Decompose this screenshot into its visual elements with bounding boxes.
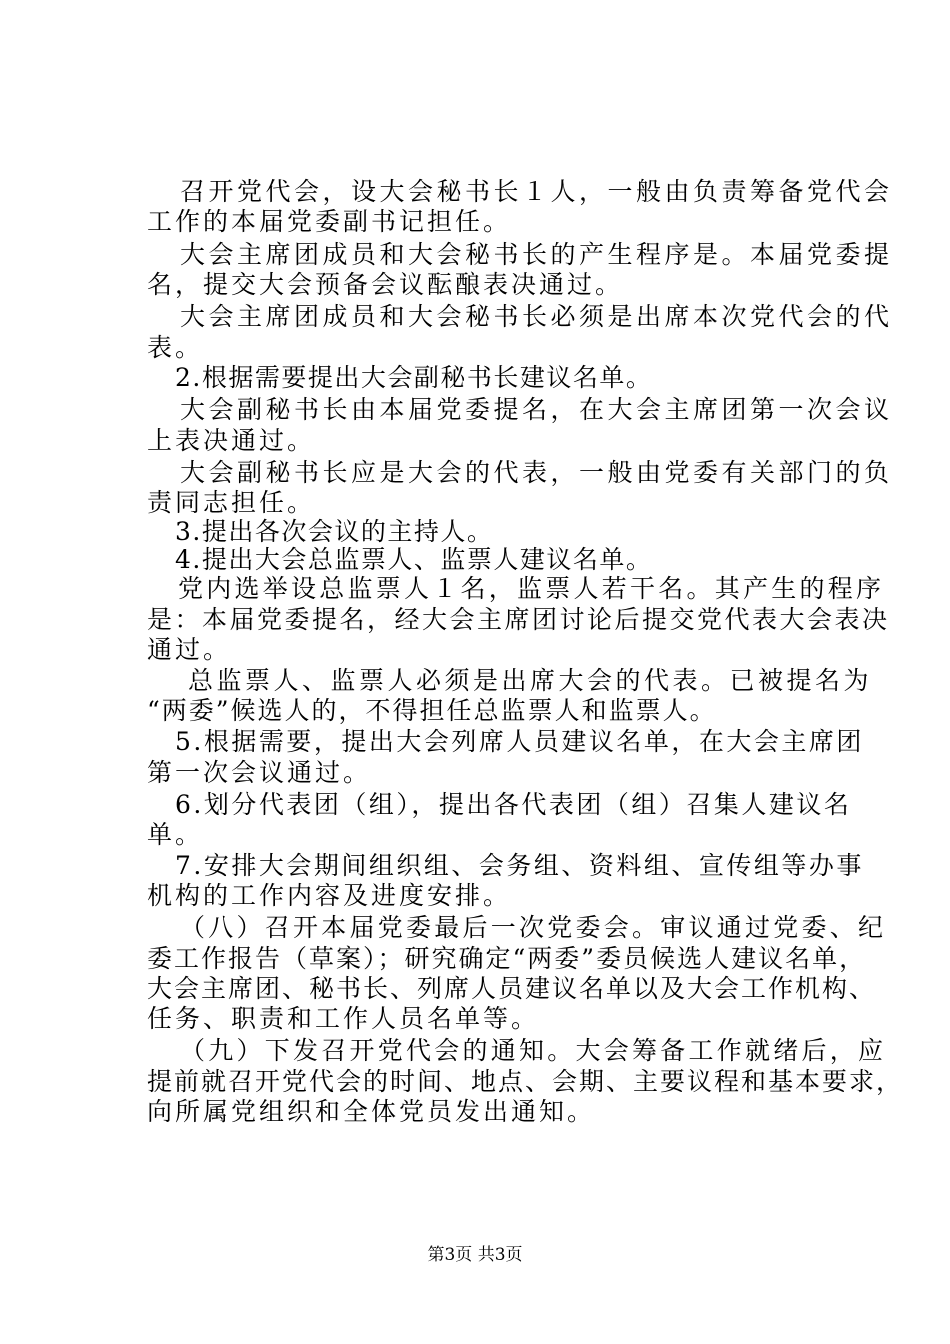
text-line: 大会主席团成员和大会秘书长的产生程序是。本届党委提 [180, 240, 893, 269]
text-line: 第一次会议通过。 [147, 758, 372, 787]
text-line: 4.提出大会总监票人、监票人建议名单。 [175, 545, 653, 574]
text-line: 大会副秘书长由本届党委提名，在大会主席团第一次会议 [180, 395, 893, 424]
text-line: 通过。 [147, 635, 232, 664]
text-line: 总监票人、监票人必须是出席大会的代表。已被提名为 [188, 666, 873, 695]
text-line: 提前就召开党代会的时间、地点、会期、主要议程和基本要求， [147, 1067, 904, 1096]
text-line: 大会副秘书长应是大会的代表，一般由党委有关部门的负 [180, 458, 893, 487]
text-line: 表。 [147, 333, 204, 362]
text-line: 召开党代会，设大会秘书长１人，一般由负责筹备党代会 [180, 177, 893, 206]
text-line: 责同志担任。 [147, 488, 316, 517]
text-line: 委工作报告（草案）；研究确定“两委”委员候选人建议名单， [147, 944, 867, 973]
text-line: 3.提出各次会议的主持人。 [175, 517, 494, 546]
text-line: 名，提交大会预备会议酝酿表决通过。 [147, 270, 624, 299]
text-line: 2.根据需要提出大会副秘书长建议名单。 [175, 363, 653, 392]
text-line: 机构的工作内容及进度安排。 [147, 881, 512, 910]
text-line: 向所属党组织和全体党员发出通知。 [147, 1097, 596, 1126]
text-line: （八）召开本届党委最后一次党委会。审议通过党委、纪 [180, 913, 887, 942]
text-line: 5.根据需要，提出大会列席人员建议名单，在大会主席团 [175, 727, 864, 756]
text-line: 工作的本届党委副书记担任。 [147, 207, 512, 236]
text-line: 6.划分代表团（组），提出各代表团（组）召集人建议名 [175, 790, 852, 819]
text-line: 党内选举设总监票人１名，监票人若干名。其产生的程序 [178, 574, 885, 603]
text-line: 是：本届党委提名，经大会主席团讨论后提交党代表大会表决 [147, 605, 890, 634]
text-line: 任务、职责和工作人员名单等。 [147, 1004, 540, 1033]
text-line: “两委”候选人的，不得担任总监票人和监票人。 [147, 696, 717, 725]
text-line: （九）下发召开党代会的通知。大会筹备工作就绪后，应 [180, 1036, 887, 1065]
text-line: 单。 [147, 820, 204, 849]
text-line: 上表决通过。 [147, 426, 316, 455]
text-line: 7.安排大会期间组织组、会务组、资料组、宣传组等办事 [175, 851, 864, 880]
text-line: 大会主席团、秘书长、列席人员建议名单以及大会工作机构、 [147, 974, 877, 1003]
page-number-footer: 第3页 共3页 [427, 1245, 523, 1265]
text-line: 大会主席团成员和大会秘书长必须是出席本次党代会的代 [180, 302, 893, 331]
